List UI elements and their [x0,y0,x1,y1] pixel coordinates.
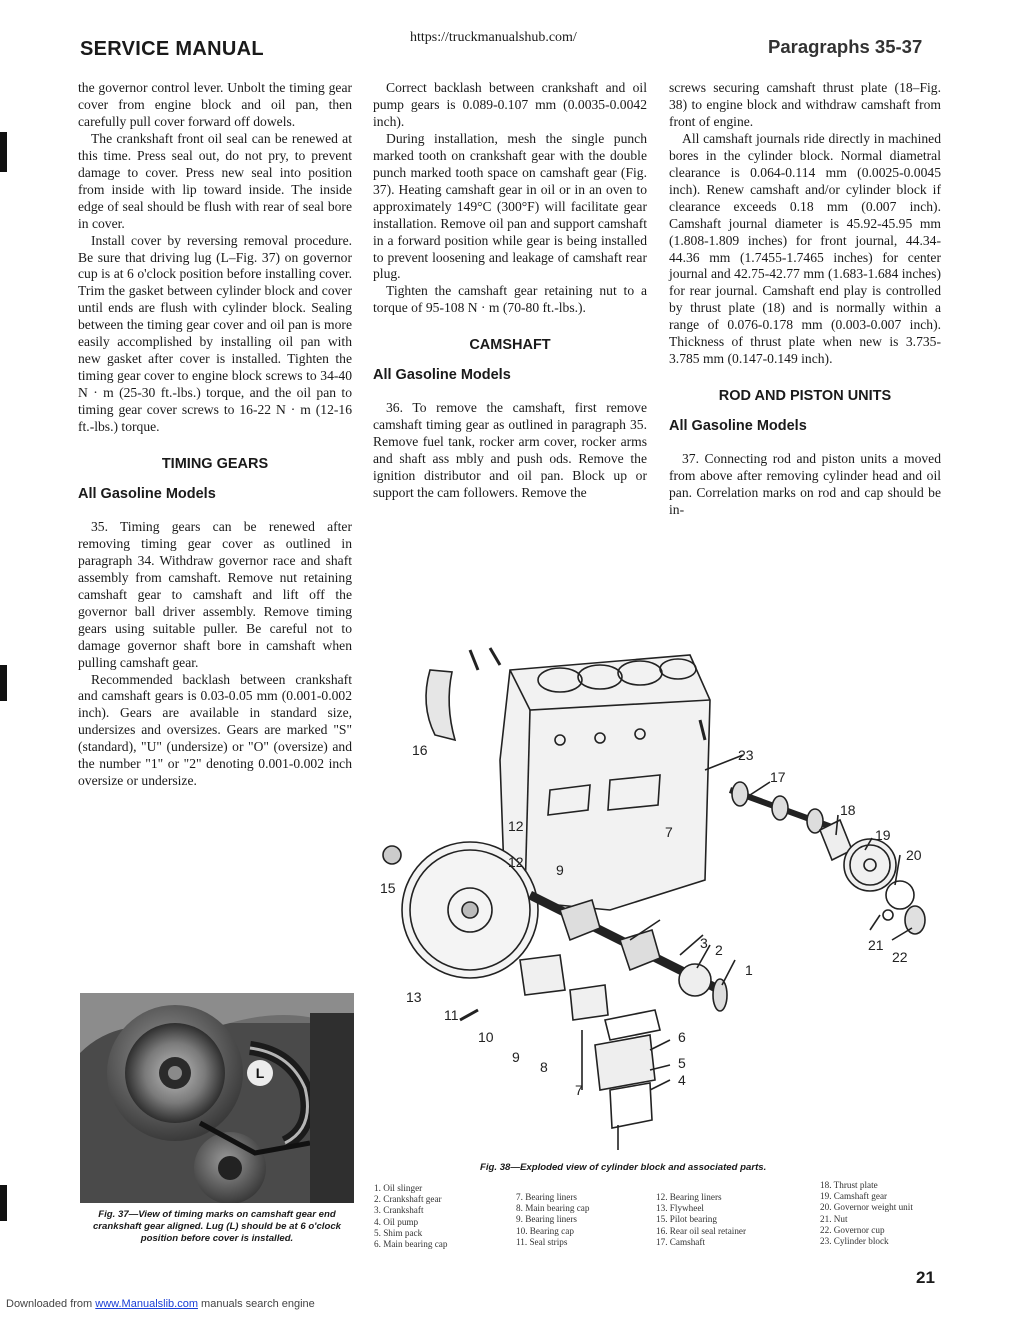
download-footer [6,1298,315,1310]
callout-19: 19 [875,827,891,843]
legend-item: 11. Seal strips [516,1236,568,1247]
callout-10: 10 [478,1029,494,1045]
callout-18: 18 [840,802,856,818]
paragraph: During installation, mesh the single punch marked tooth on crankshaft gear with the double punch marked tooth space on camshaft gear (Fig. 37). Heating camshaft gear in oil or in an oven to approximately 149°C (300°F) will facilitate gear installation. Remove oil pan and support camshaft in a forward position while gear is being installed to prevent loosening and leakage of camshaft rear plug. [373,130,647,282]
text-column-2 [373,80,647,502]
callout-11: 11 [444,1007,459,1023]
callout-5: 5 [678,1055,686,1071]
callout-1: 1 [745,962,753,978]
paragraph: Recommended backlash between crankshaft and camshaft gears is 0.03-0.05 mm (0.001-0.002 inch). Gears are available in standard size, undersizes and oversizes. Gears are marked "S" (standard), "U" (undersize) or "O" (oversize) and the number "1" or "2" denoting 0.001-0.002 inch oversize or undersize. [78,671,352,789]
legend-item: 22. Governor cup [820,1224,885,1235]
binding-mark [0,665,7,701]
paragraph: Tighten the camshaft gear retaining nut to a torque of 95-108 N · m (70-80 ft.-lbs.). [373,283,647,316]
page-number: 21 [916,1268,935,1287]
callout-12: 12 [508,818,524,834]
fig37-caption: Fig. 37—View of timing marks on camshaft gear end crankshaft gear aligned. Lug (L) should be at 6 o'clock position before cover is installed. [92,1209,342,1244]
legend-item: 19. Camshaft gear [820,1191,888,1202]
callout-9: 9 [512,1049,520,1065]
callout-12: 12 [508,854,524,870]
paragraph: Install cover by reversing removal procedure. Be sure that driving lug (L–Fig. 37) on governor cup is at 6 o'clock position before installing cover. Trim the gasket between cylinder block and cover until ends are flush with cylinder block. Sealing between the timing gear cover and oil pan is more easily accomplished by installing oil pan with new gasket after cover is installed. Tighten the timing gear cover to engine block screws to 34-40 N · m (25-30 ft.-lbs.) torque, and the oil pan to timing gear cover screws to 16-22 N · m (12-16 ft.-lbs.) torque. [78,232,352,435]
manualslib-link[interactable]: www.Manualslib.com [95,1298,198,1310]
legend-item: 7. Bearing liners [516,1192,577,1202]
callout-20: 20 [906,847,922,863]
legend-item: 12. Bearing liners [656,1192,722,1202]
legend-item: 8. Main bearing cap [516,1203,590,1214]
fig38-legend-col-4 [820,1180,960,1247]
paragraph: 37. Connecting rod and piston units a moved from above after removing cylinder head and oil pan. Correlation marks on rod and cap should be in- [669,451,941,517]
legend-item: 9. Bearing liners [516,1214,577,1225]
paragraph: the governor control lever. Unbolt the timing gear cover from engine block and oil pan, then carefully pull cover forward off dowels. [78,80,352,129]
paragraph: The crankshaft front oil seal can be renewed at this time. Press seal out, do not pry, to prevent damage to cover. Press new seal into position from inside with lip toward inside. The inside edge of seal should be flush with rear of seal bore in cover. [78,130,352,231]
fig37-photo [80,993,354,1203]
legend-item: 2. Crankshaft gear [374,1194,442,1205]
callout-17: 17 [770,769,786,785]
legend-item: 23. Cylinder block [820,1236,889,1247]
fig38-legend-col-3 [656,1192,806,1248]
lug-label: L [255,1065,265,1081]
section-heading: ROD AND PISTON UNITS [718,388,892,405]
footer-prefix: Downloaded from [6,1298,96,1310]
legend-item: 18. Thrust plate [820,1180,878,1190]
subsection-heading: All Gasoline Models [373,367,511,384]
paragraph: All camshaft journals ride directly in machined bores in the cylinder block. Normal diametral clearance is 0.064-0.114 mm (0.0025-0.0045 inch). Renew camshaft and/or cylinder block if clearance exceeds 0.18 mm (0.007 inch). Camshaft journal diameter is 45.92-45.95 mm (1.808-1.809 inches) for front journal, 44.34-44.36 mm (1.7455-1.7465 inches) for center journal and 42.75-42.77 mm (1.683-1.684 inches) for rear journal. Camshaft end play is controlled by thrust plate (18) and is normally within a range of 0.076-0.178 mm (0.003-0.007 inch). Thickness of thrust plate when new is 3.735-3.785 mm (0.147-0.149 inch). [669,130,941,367]
callout-7: 7 [575,1082,583,1098]
callout-9: 9 [556,862,564,878]
paragraph-range: Paragraphs 35-37 [768,36,923,57]
fig38-legend-col-1 [374,1183,504,1250]
paragraph: Correct backlash between crankshaft and oil pump gears is 0.089-0.107 mm (0.0035-0.0042 inch). [373,80,647,129]
callout-2: 2 [715,942,723,958]
section-heading: TIMING GEARS [161,456,269,473]
legend-item: 17. Camshaft [656,1236,705,1247]
binding-mark [0,132,7,172]
legend-item: 6. Main bearing cap [374,1239,448,1250]
legend-item: 20. Governor weight unit [820,1202,913,1213]
fig38-caption: Fig. 38—Exploded view of cylinder block and associated parts. [480,1162,767,1173]
legend-item: 3. Crankshaft [374,1205,424,1216]
paragraph: 36. To remove the camshaft, first remove camshaft timing gear as outlined in paragraph 35. Remove fuel tank, rocker arm cover, rocker arms and shaft ass mbly and push ods. Remove the ignition distributor and oil pan. Block up or support the cam followers. Remove the [373,400,647,501]
timing-gear-photo [80,993,354,1203]
legend-item: 21. Nut [820,1213,848,1224]
subsection-heading: All Gasoline Models [78,485,216,502]
callout-21: 21 [868,937,884,953]
callout-6: 6 [678,1029,686,1045]
fig38-diagram [360,610,960,1160]
footer-suffix: manuals search engine [197,1298,315,1310]
callout-7: 7 [665,824,673,840]
legend-item: 13. Flywheel [656,1203,704,1214]
callout-22: 22 [892,949,908,965]
exploded-view [360,610,960,1160]
legend-item: 5. Shim pack [374,1227,423,1238]
legend-item: 15. Pilot bearing [656,1214,717,1225]
callout-4: 4 [678,1072,686,1088]
callout-8: 8 [540,1059,548,1075]
manual-title: SERVICE MANUAL [80,38,264,60]
legend-item: 4. Oil pump [374,1216,419,1227]
section-heading: CAMSHAFT [469,337,551,354]
paragraph: screws securing camshaft thrust plate (18–Fig. 38) to engine block and withdraw camshaft from front of engine. [669,80,941,129]
paragraph: 35. Timing gears can be renewed after removing timing gear cover as outlined in paragraph 34. Withdraw governor race and shaft assembly from camshaft. Remove nut retaining camshaft gear to camshaft and lift off the governor ball driver assembly. Remove timing gears using suitable puller. Be careful not to damage governor shaft bore in camshaft when pulling camshaft gear. [78,518,352,670]
legend-item: 10. Bearing cap [516,1225,574,1236]
callout-3: 3 [700,935,708,951]
callout-23: 23 [738,747,754,763]
legend-item: 16. Rear oil seal retainer [656,1225,747,1236]
legend-item: 1. Oil slinger [374,1183,423,1193]
callout-16: 16 [412,742,428,758]
binding-mark [0,1185,7,1221]
callout-13: 13 [406,989,422,1005]
text-column-3 [669,80,941,519]
text-column-1 [78,80,352,790]
source-url[interactable]: https://truckmanualshub.com/ [410,30,577,45]
callout-15: 15 [380,880,396,896]
fig38-legend-col-2 [516,1192,646,1248]
subsection-heading: All Gasoline Models [669,418,807,435]
